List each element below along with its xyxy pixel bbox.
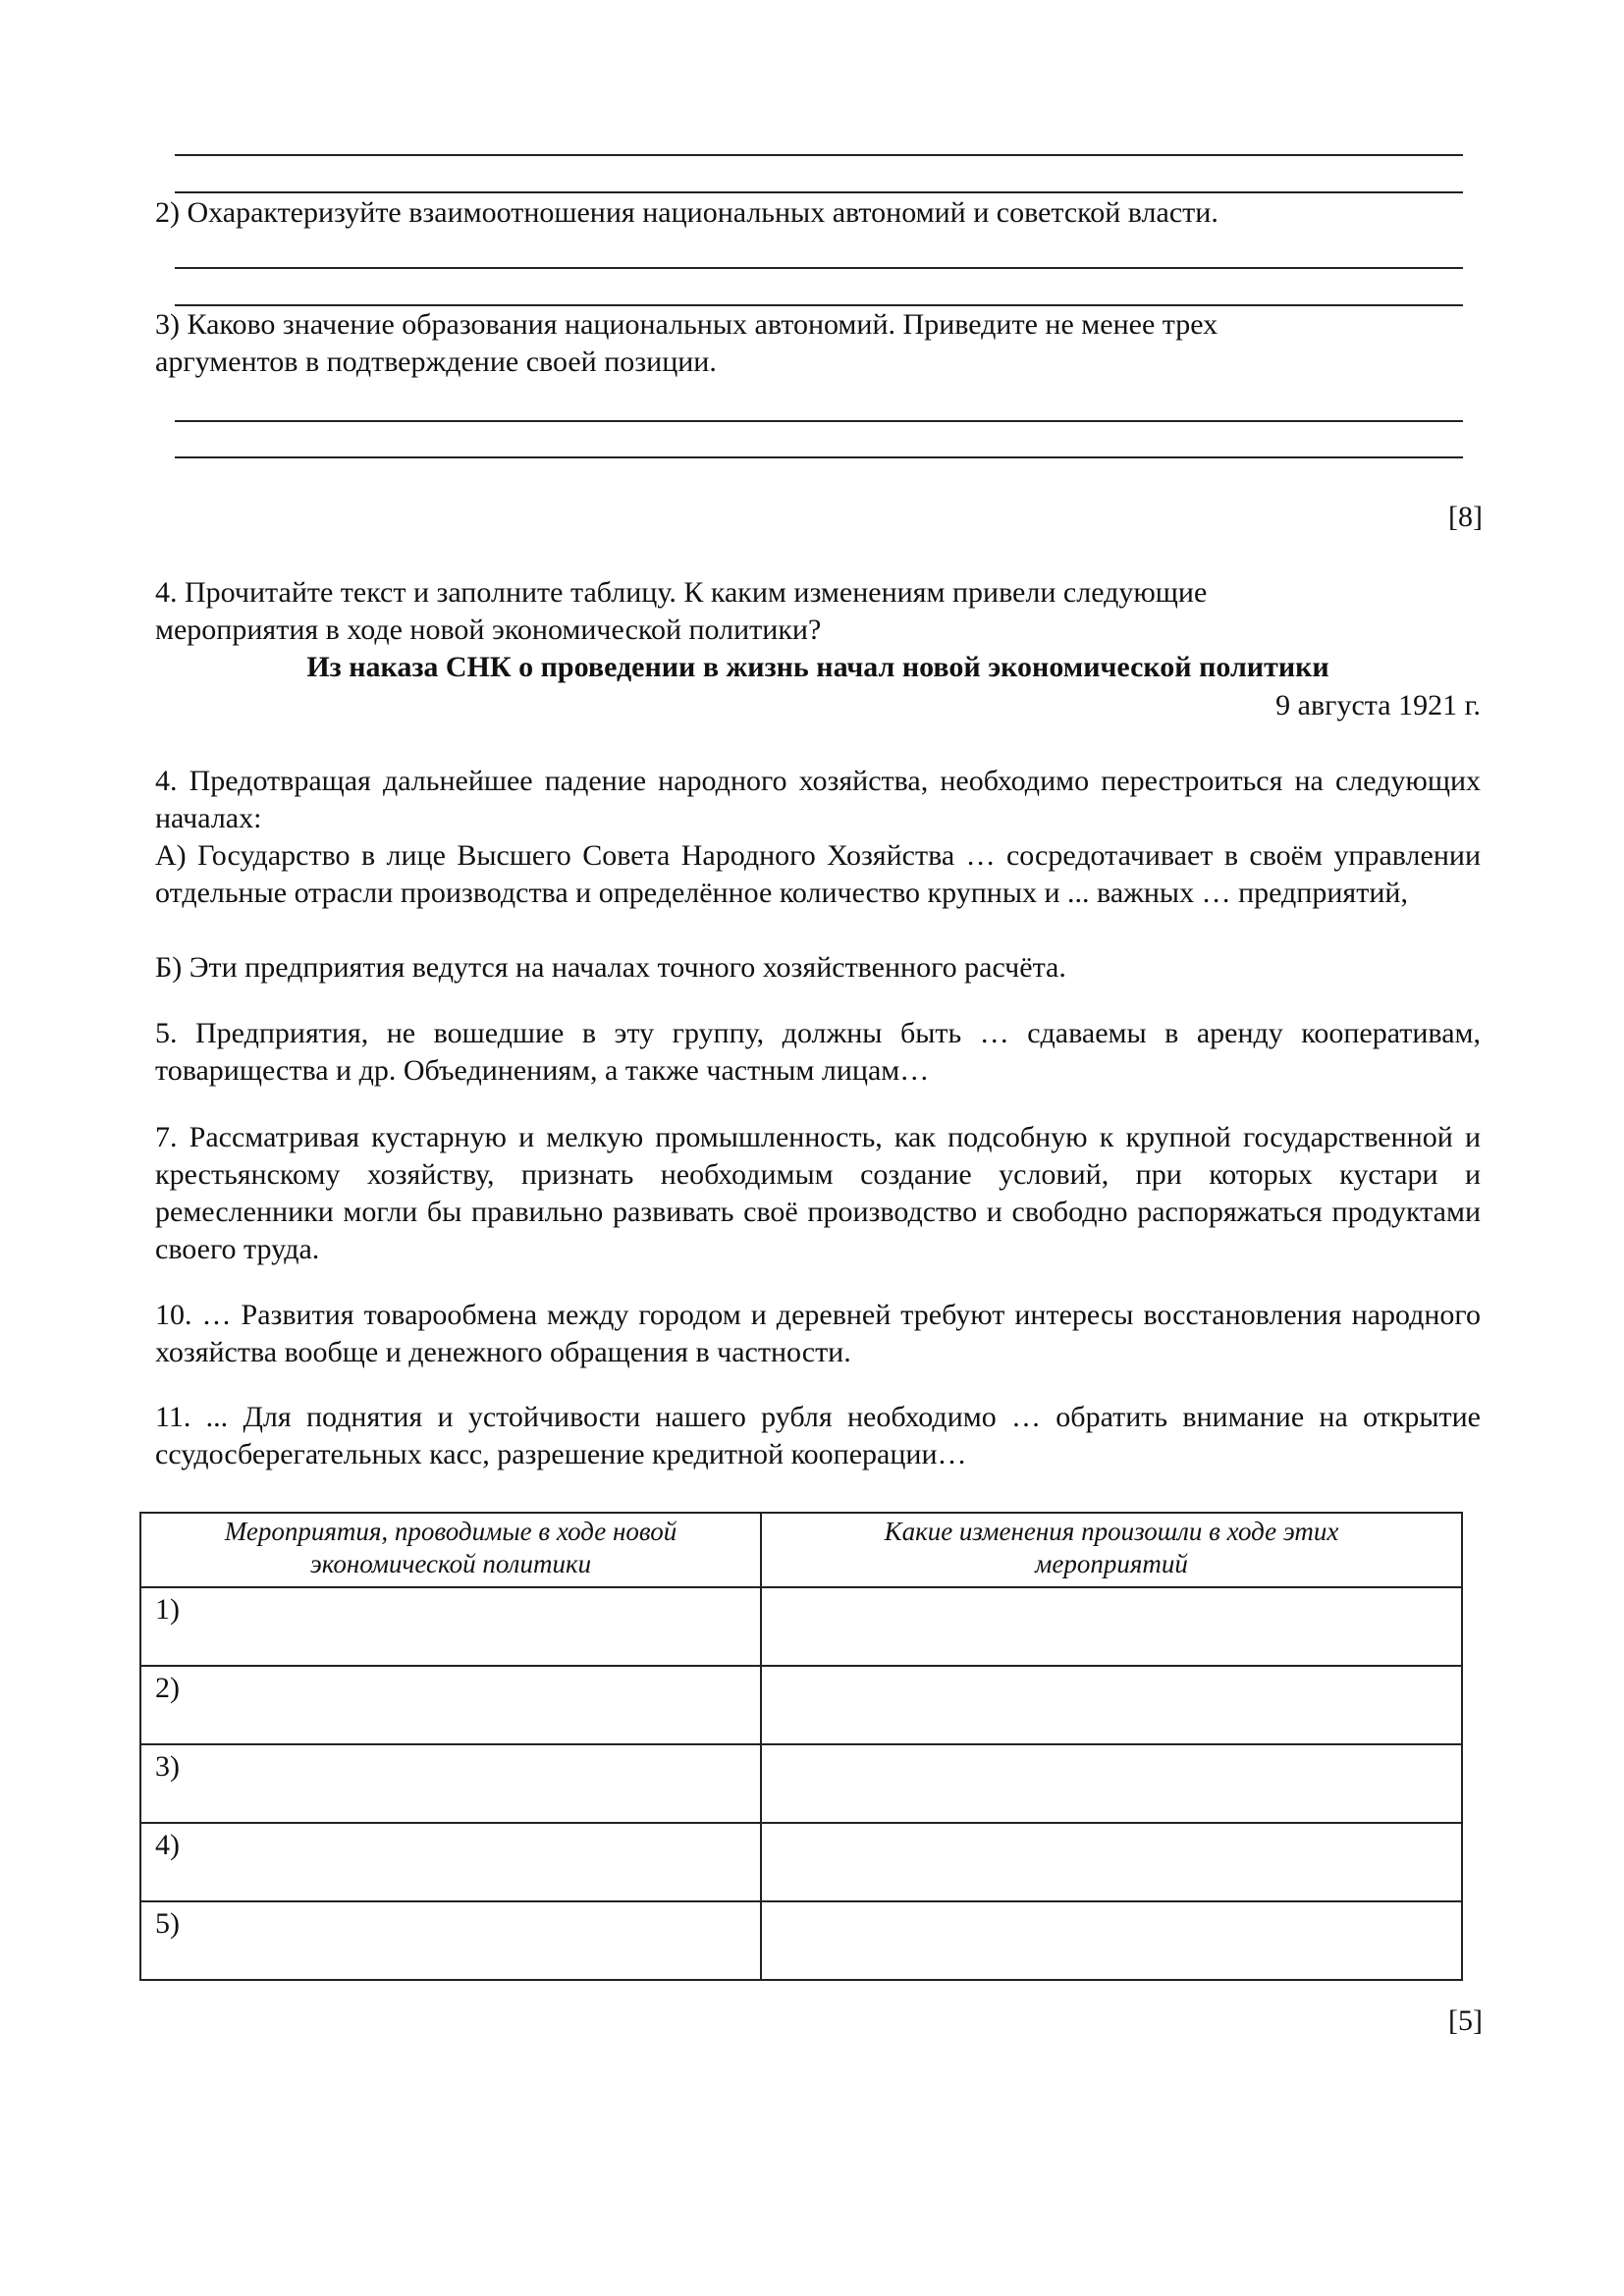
task-4-line-1: 4. Прочитайте текст и заполните таблицу. К каким изменениям привели следующие: [155, 576, 1208, 609]
table-cell-measure[interactable]: 4): [140, 1823, 761, 1901]
question-3-line-1: 3) Каково значение образования национальных автономий. Приведите не менее трех: [155, 308, 1218, 341]
paragraph-5: 5. Предприятия, не вошедшие в эту группу, должны быть … сдаваемы в аренду кооперативам, товарищества и др. Объединениям, а также частным лицам…: [155, 1017, 1481, 1087]
score-8: [8]: [1448, 501, 1483, 533]
table-row: [140, 1901, 1462, 1980]
table-header-changes: Какие изменения произошли в ходе этих мероприятий: [761, 1513, 1462, 1587]
table-header-row: [140, 1513, 1462, 1587]
table-row: [140, 1823, 1462, 1901]
score-5: [5]: [1448, 2004, 1483, 2037]
paragraph-10: 10. … Развития товарообмена между городом и деревней требуют интересы восстановления народного хозяйства вообще и денежного обращения в частности.: [155, 1299, 1481, 1368]
table-cell-change[interactable]: [761, 1744, 1462, 1823]
paragraph-4a: А) Государство в лице Высшего Совета Народного Хозяйства … сосредотачивает в своём управлении отдельные отрасли производства и определённое количество крупных и ... важных … предприятий,: [155, 839, 1481, 909]
paragraph-4: 4. Предотвращая дальнейшее падение народного хозяйства, необходимо перестроиться на следующих началах:: [155, 765, 1481, 834]
table-cell-change[interactable]: [761, 1823, 1462, 1901]
answer-line: [175, 456, 1463, 458]
document-date: 9 августа 1921 г.: [1275, 689, 1481, 721]
answer-line: [175, 191, 1463, 193]
answer-table: [139, 1512, 1463, 1981]
question-2: 2) Охарактеризуйте взаимоотношения национальных автономий и советской власти.: [155, 196, 1218, 229]
answer-line: [175, 154, 1463, 156]
paragraph-7: 7. Рассматривая кустарную и мелкую промышленность, как подсобную к крупной государственной и крестьянскому хозяйству, признать необходимым создание условий, при которых кустари и ремесленники могли бы правильно развивать своё производство и свободно распоряжаться продуктами своего труда.: [155, 1121, 1481, 1265]
table-cell-change[interactable]: [761, 1901, 1462, 1980]
table-cell-measure[interactable]: 2): [140, 1666, 761, 1744]
table-row: [140, 1666, 1462, 1744]
table-cell-measure[interactable]: 1): [140, 1587, 761, 1666]
task-4-line-2: мероприятия в ходе новой экономической политики?: [155, 614, 822, 646]
table-cell-measure[interactable]: 3): [140, 1744, 761, 1823]
document-title: Из наказа СНК о проведении в жизнь начал новой экономической политики: [306, 651, 1329, 683]
table-cell-change[interactable]: [761, 1666, 1462, 1744]
answer-line: [175, 420, 1463, 422]
table-cell-measure[interactable]: 5): [140, 1901, 761, 1980]
table-header-measures: Мероприятия, проводимые в ходе новой экономической политики: [140, 1513, 761, 1587]
table-cell-change[interactable]: [761, 1587, 1462, 1666]
answer-line: [175, 267, 1463, 269]
question-3-line-2: аргументов в подтверждение своей позиции.: [155, 346, 717, 378]
paragraph-11: 11. ... Для поднятия и устойчивости нашего рубля необходимо … обратить внимание на открытие ссудосберегательных касс, разрешение кредитной кооперации…: [155, 1401, 1481, 1470]
table-row: [140, 1744, 1462, 1823]
table-row: [140, 1587, 1462, 1666]
paragraph-4b: Б) Эти предприятия ведутся на началах точного хозяйственного расчёта.: [155, 951, 1066, 984]
